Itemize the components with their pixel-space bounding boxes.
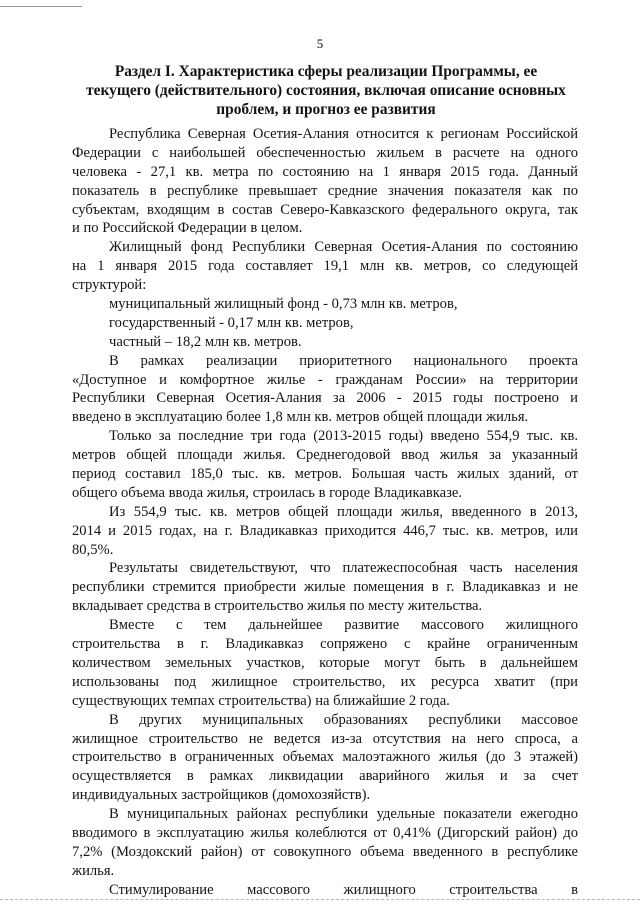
text-line: 2014 и 2015 годах, на г. Владикавказ приходится 446,7 тыс. кв. метров, или xyxy=(72,522,578,539)
section-heading-line: текущего (действительного) состояния, включая описание основных xyxy=(86,82,566,99)
text-line: и по Российской Федерации в целом. xyxy=(72,220,303,237)
text-line: введено в эксплуатацию более 1,8 млн кв. метров общей площади жилья. xyxy=(72,409,529,426)
text-line: строительство в ограниченных объемах малоэтажного жилья (до 3 этажей) xyxy=(72,749,578,766)
text-line: на 1 января 2015 года составляет 19,1 млн кв. метров, со следующей xyxy=(72,258,578,275)
text-line: Стимулирование массового жилищного строительства в xyxy=(109,881,578,898)
text-line: период составил 185,0 тыс. кв. метров. Большая часть жилых зданий, от xyxy=(72,466,578,483)
text-line: Федерации с наибольшей обеспеченностью жильем в расчете на одного xyxy=(72,144,578,161)
page-number: 5 xyxy=(316,36,324,51)
text-line: Только за последние три года (2013-2015 годы) введено 554,9 тыс. кв. xyxy=(109,428,578,445)
text-line: общего объема ввода жилья, строилась в городе Владикавказе. xyxy=(72,484,462,501)
text-line: строительства в г. Владикавказ сопряжено с крайне ограниченным xyxy=(72,636,578,653)
text-line: индивидуальных застройщиков (домохозяйств). xyxy=(72,787,371,804)
text-line: метров общей площади жилья. Среднегодовой ввод жилья за указанный xyxy=(72,447,578,464)
text-line: человека - 27,1 кв. метра по состоянию на 1 января 2015 года. Данный xyxy=(72,163,578,180)
text-line: В рамках реализации приоритетного национального проекта xyxy=(109,352,578,369)
text-line: «Доступное и комфортное жилье - гражданам России» на территории xyxy=(72,371,578,388)
text-line: осуществляется в рамках ликвидации аварийного жилья и за счет xyxy=(72,768,578,785)
text-line: Жилищный фонд Республики Северная Осетия-Алания по состоянию xyxy=(109,239,578,256)
text-line: количеством земельных участков, которые могут быть в дальнейшем xyxy=(72,654,578,671)
section-heading-line: проблем, и прогноз ее развития xyxy=(216,101,436,118)
text-line: использованы под жилищное строительство, их ресурса хватит (при xyxy=(72,673,578,690)
text-line: республики стремится приобрести жилые помещения в г. Владикавказ и не xyxy=(72,579,578,596)
text-line: Республики Северная Осетия-Алания за 2006 - 2015 годы построено и xyxy=(72,390,578,407)
text-line: 7,2% (Моздокский район) от совокупного объема введенного в республике xyxy=(72,843,578,860)
scan-edge-bottom xyxy=(0,899,640,901)
text-line: В муниципальных районах республики удельные показатели ежегодно xyxy=(109,806,578,823)
list-item: государственный - 0,17 млн кв. метров, xyxy=(109,314,354,331)
text-line: жилищное строительство не ведется из-за отсутствия на него спроса, а xyxy=(72,730,578,747)
list-item: частный – 18,2 млн кв. метров. xyxy=(109,333,302,350)
scan-edge-top xyxy=(0,6,82,7)
body-text xyxy=(72,125,578,900)
list-item: муниципальный жилищный фонд - 0,73 млн кв. метров, xyxy=(109,296,458,313)
text-line: Результаты свидетельствуют, что платежеспособная часть населения xyxy=(109,560,578,577)
text-line: Из 554,9 тыс. кв. метров общей площади жилья, введенного в 2013, xyxy=(109,503,578,520)
section-heading xyxy=(70,62,582,119)
text-line: вводимого в эксплуатацию жилья колеблются от 0,41% (Дигорский район) до xyxy=(72,824,578,841)
text-line: В других муниципальных образованиях республики массовое xyxy=(109,711,578,728)
text-line: 80,5%. xyxy=(72,541,114,558)
text-line: вкладывает средства в строительство жилья по месту жительства. xyxy=(72,598,483,615)
text-line: структурой: xyxy=(72,277,147,294)
text-line: жилья. xyxy=(72,862,115,879)
text-line: показатель в республике превышает средние значения показателя как по xyxy=(72,182,578,199)
text-line: Вместе с тем дальнейшее развитие массового жилищного xyxy=(109,617,578,634)
section-heading-line: Раздел I. Характеристика сферы реализации Программы, ее xyxy=(114,63,538,80)
text-line: существующих темпах строительства) на ближайшие 2 года. xyxy=(72,692,450,709)
text-line: субъектам, входящим в состав Северо-Кавказского федерального округа, так xyxy=(72,201,578,218)
text-line: Республика Северная Осетия-Алания относится к регионам Российской xyxy=(109,126,578,142)
